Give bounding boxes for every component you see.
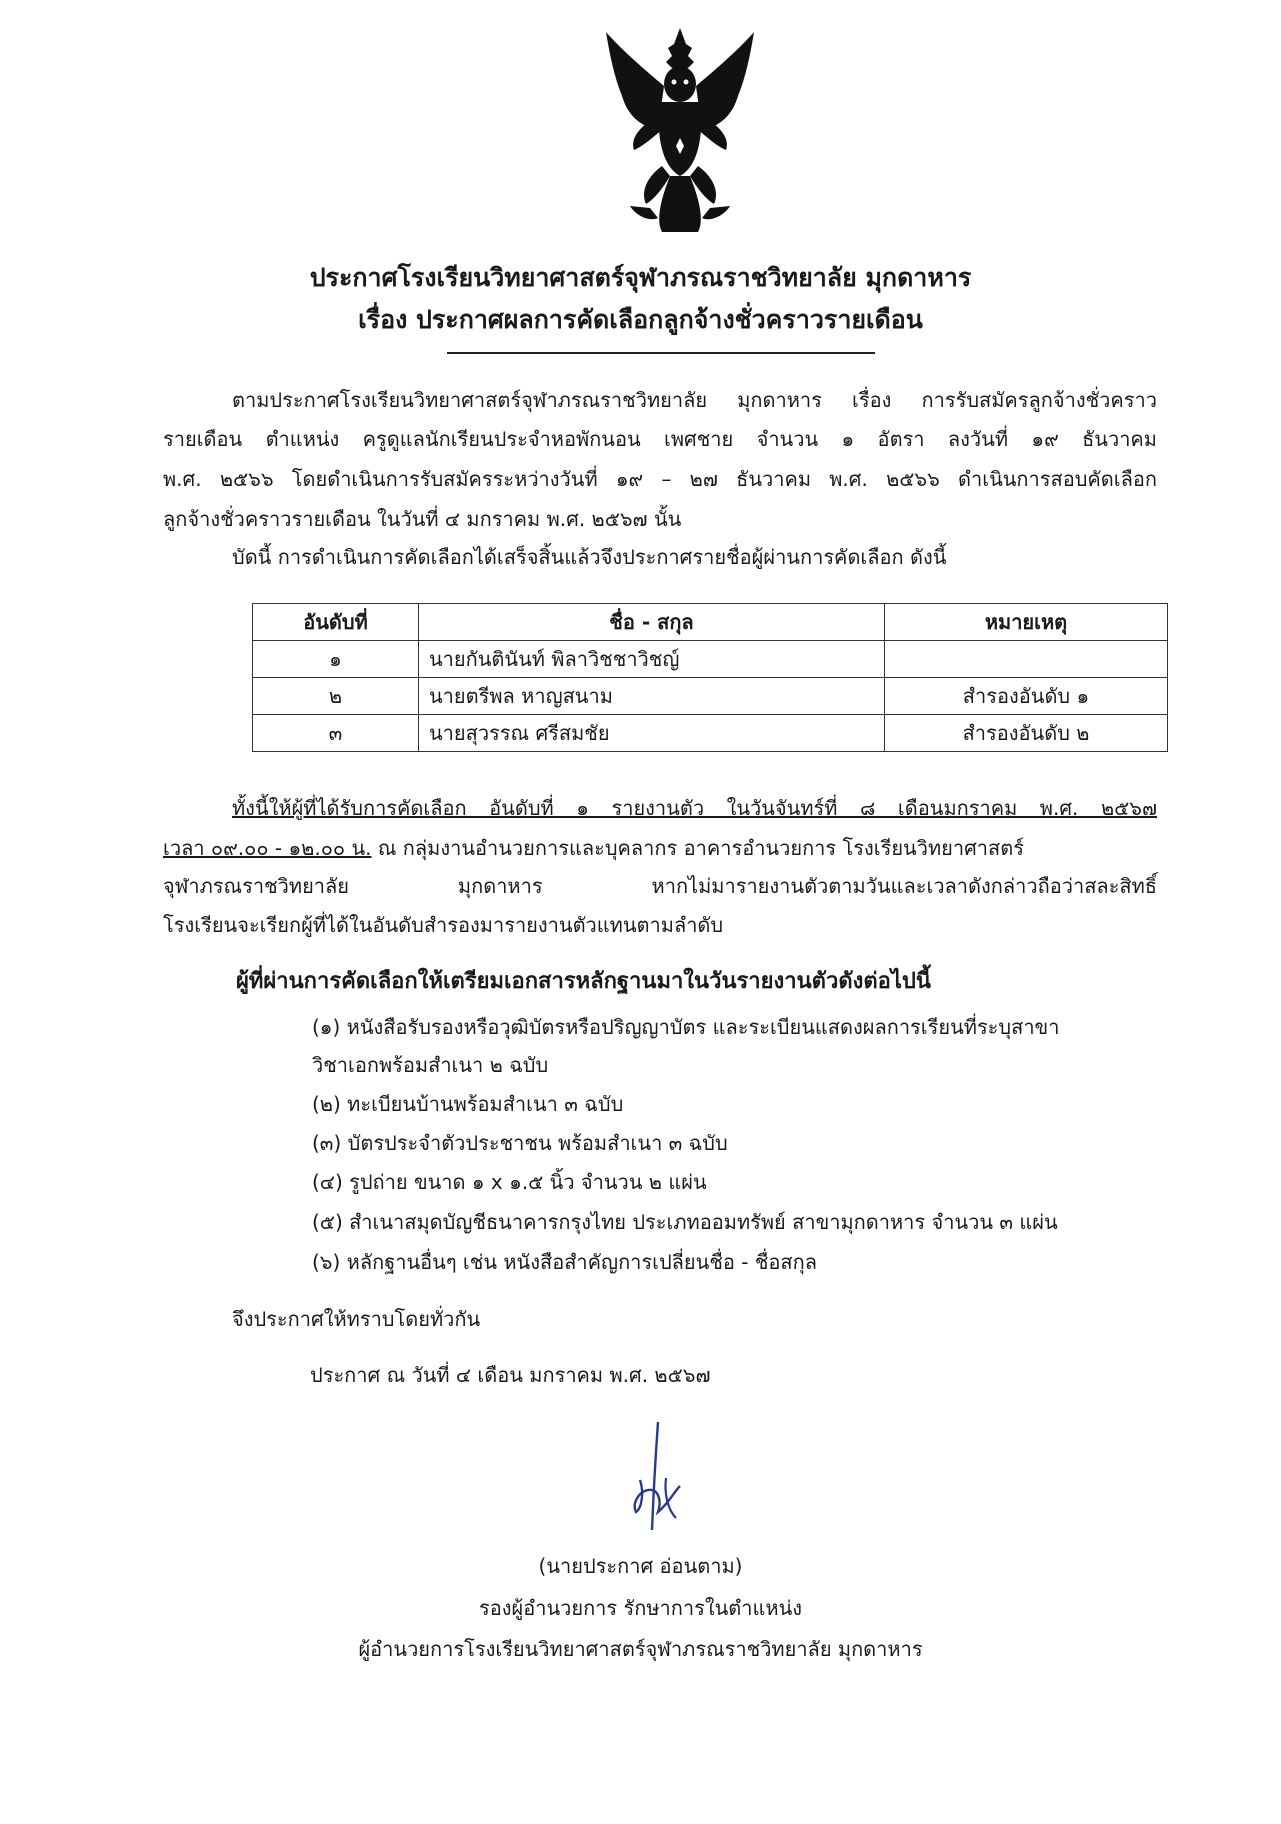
document-item-1-cont: วิชาเอกพร้อมสำเนา ๒ ฉบับ <box>312 1053 549 1077</box>
table-row <box>253 715 1168 752</box>
garuda-emblem-icon <box>600 26 760 234</box>
row-rank: ๑ <box>253 641 419 678</box>
table-row <box>253 678 1168 715</box>
title-divider <box>447 352 875 354</box>
report-line-2 <box>163 836 1157 861</box>
header-name: ชื่อ - สกุล <box>419 604 885 641</box>
report-location: ณ กลุ่มงานอำนวยการและบุคลากร อาคารอำนวยการ โรงเรียนวิทยาศาสตร์ <box>371 836 1024 860</box>
closing-date: ประกาศ ณ วันที่ ๔ เดือน มกราคม พ.ศ. ๒๕๖๗ <box>310 1363 711 1387</box>
report-line-1: ทั้งนี้ให้ผู้ที่ได้รับการคัดเลือก อันดับที่ ๑ รายงานตัว ในวันจันทร์ที่ ๘ เดือนมกราคม พ.ศ. ๒๕๖๗ <box>232 796 1157 820</box>
report-line-4: โรงเรียนจะเรียกผู้ที่ได้ในอันดับสำรองมารายงานตัวแทนตามลำดับ <box>163 913 724 937</box>
signatory-position-1: รองผู้อำนวยการ รักษาการในตำแหน่ง <box>478 1596 803 1620</box>
title-line-2: เรื่อง ประกาศผลการคัดเลือกลูกจ้างชั่วคราวรายเดือน <box>358 305 923 334</box>
title-line-1: ประกาศโรงเรียนวิทยาศาสตร์จุฬาภรณราชวิทยาลัย มุกดาหาร <box>309 263 972 292</box>
document-item-1: (๑) หนังสือรับรองหรือวุฒิบัตรหรือปริญญาบัตร และระเบียนแสดงผลการเรียนที่ระบุสาขา <box>312 1015 1060 1039</box>
signature-icon <box>618 1420 698 1540</box>
header-note: หมายเหตุ <box>885 604 1168 641</box>
row-note: สำรองอันดับ ๒ <box>885 715 1168 752</box>
intro-line-3: พ.ศ. ๒๕๖๖ โดยดำเนินการรับสมัครระหว่างวันที่ ๑๙ – ๒๗ ธันวาคม พ.ศ. ๒๕๖๖ ดำเนินการสอบคัดเลือก <box>163 467 1157 491</box>
report-line-3: จุฬาภรณราชวิทยาลัย มุกดาหาร หากไม่มารายงานตัวตามวันและเวลาดังกล่าวถือว่าสละสิทธิ์ <box>163 874 1157 898</box>
document-item-5: (๕) สำเนาสมุดบัญชีธนาคารกรุงไทย ประเภทออมทรัพย์ สาขามุกดาหาร จำนวน ๓ แผ่น <box>312 1210 1058 1234</box>
signatory-position-2: ผู้อำนวยการโรงเรียนวิทยาศาสตร์จุฬาภรณราชวิทยาลัย มุกดาหาร <box>358 1637 923 1661</box>
row-name: นายกันตินันท์ พิลาวิชชาวิชญ์ <box>419 641 885 678</box>
document-item-6: (๖) หลักฐานอื่นๆ เช่น หนังสือสำคัญการเปลี่ยนชื่อ - ชื่อสกุล <box>312 1250 817 1274</box>
documents-heading: ผู้ที่ผ่านการคัดเลือกให้เตรียมเอกสารหลักฐานมาในวันรายงานตัวดังต่อไปนี้ <box>236 969 931 994</box>
row-name: นายตรีพล หาญสนาม <box>419 678 885 715</box>
document-item-2: (๒) ทะเบียนบ้านพร้อมสำเนา ๓ ฉบับ <box>312 1092 624 1116</box>
signatory-name: (นายประกาศ อ่อนตาม) <box>538 1554 743 1578</box>
intro-line-4: ลูกจ้างชั่วคราวรายเดือน ในวันที่ ๔ มกราคม พ.ศ. ๒๕๖๗ นั้น <box>163 507 682 531</box>
row-name: นายสุวรรณ ศรีสมชัย <box>419 715 885 752</box>
intro-line-1: ตามประกาศโรงเรียนวิทยาศาสตร์จุฬาภรณราชวิทยาลัย มุกดาหาร เรื่อง การรับสมัครลูกจ้างชั่วคราว <box>232 388 1157 412</box>
intro-line-5: บัดนี้ การดำเนินการคัดเลือกได้เสร็จสิ้นแล้วจึงประกาศรายชื่อผู้ผ่านการคัดเลือก ดังนี้ <box>232 545 947 569</box>
row-note: สำรองอันดับ ๑ <box>885 678 1168 715</box>
intro-line-2: รายเดือน ตำแหน่ง ครูดูแลนักเรียนประจำหอพักนอน เพศชาย จำนวน ๑ อัตรา ลงวันที่ ๑๙ ธันวาคม <box>163 427 1157 451</box>
results-table <box>252 603 1168 752</box>
report-time: เวลา ๐๙.๐๐ - ๑๒.๐๐ น. <box>163 836 372 860</box>
document-item-4: (๔) รูปถ่าย ขนาด ๑ x ๑.๕ นิ้ว จำนวน ๒ แผ่น <box>312 1170 707 1194</box>
row-note <box>885 641 1168 678</box>
row-rank: ๒ <box>253 678 419 715</box>
closing-announce: จึงประกาศให้ทราบโดยทั่วกัน <box>232 1307 481 1331</box>
document-item-3: (๓) บัตรประจำตัวประชาชน พร้อมสำเนา ๓ ฉบับ <box>312 1131 728 1155</box>
row-rank: ๓ <box>253 715 419 752</box>
table-header-row <box>253 604 1168 641</box>
header-rank: อันดับที่ <box>253 604 419 641</box>
table-row <box>253 641 1168 678</box>
